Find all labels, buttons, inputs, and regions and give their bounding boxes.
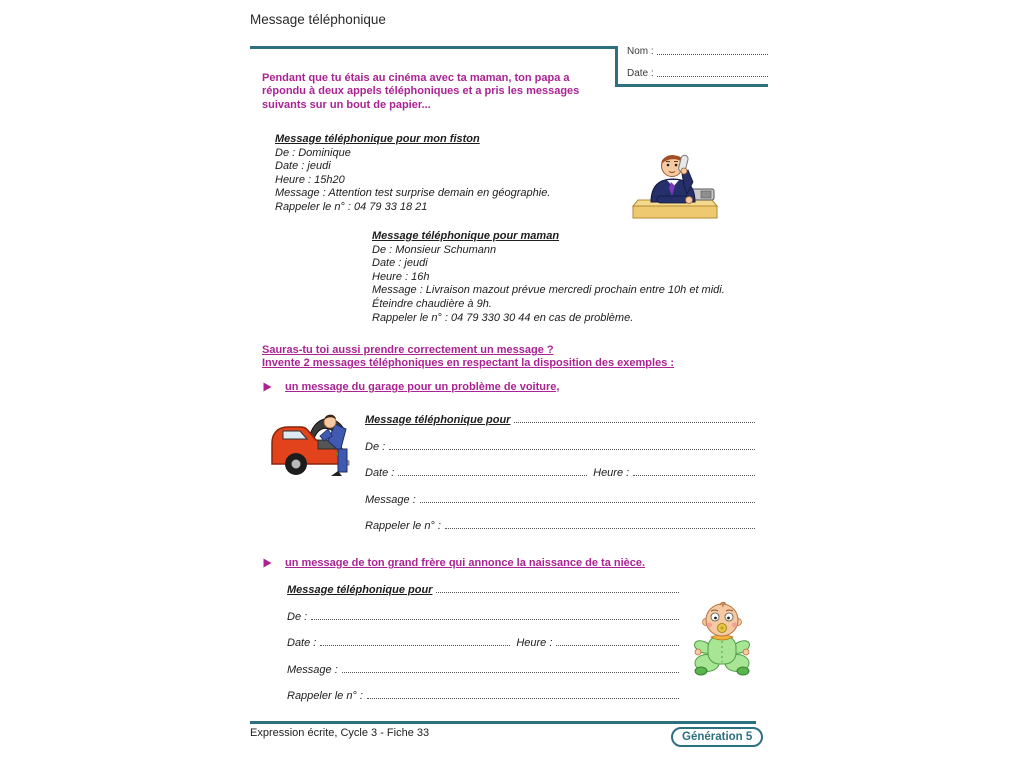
message-line: Rappeler le n° : 04 79 330 30 44 en cas de problème. <box>372 311 634 324</box>
footer-rule <box>250 721 756 724</box>
fill-in-line <box>320 645 510 646</box>
example-message-2 <box>372 230 725 325</box>
message-heading: Message téléphonique pour maman <box>372 230 560 242</box>
form-message-row <box>287 662 679 676</box>
instructions-line-1: Sauras-tu toi aussi prendre correctement un message ? <box>262 344 554 356</box>
form-heading-row <box>365 412 755 426</box>
intro-line: Pendant que tu étais au cinéma avec ta maman, ton papa a <box>262 72 570 84</box>
nom-label: Nom : <box>627 46 654 57</box>
message-line: Message : Attention test surprise demain en géographie. <box>275 187 551 200</box>
form-rappeler-row <box>365 518 755 532</box>
message-label: Message : <box>287 663 338 676</box>
example-message-1 <box>275 133 550 215</box>
message-line: Heure : 15h20 <box>275 173 345 186</box>
heure-label: Heure : <box>593 467 630 479</box>
task-item-1 <box>263 381 559 394</box>
fill-in-line <box>445 528 755 529</box>
task-text: un message de ton grand frère qui annonce la naissance de ta nièce. <box>285 557 646 569</box>
message-form-2 <box>287 582 679 715</box>
date-dotted-line <box>657 76 768 77</box>
publisher-badge: Génération 5 <box>671 727 763 747</box>
form-heading: Message téléphonique pour <box>365 414 511 426</box>
rappeler-label: Rappeler le n° : <box>365 520 441 532</box>
name-box-left-border <box>615 46 618 87</box>
message-line: Date : jeudi <box>372 257 428 270</box>
baby-illustration <box>692 600 752 678</box>
form-message-row <box>365 492 755 506</box>
message-line: De : Dominique <box>275 146 351 159</box>
fill-in-line <box>436 592 679 593</box>
task-text: un message du garage pour un problème de voiture, <box>285 381 560 393</box>
message-form-1 <box>365 412 755 545</box>
fill-in-line <box>389 449 755 450</box>
fill-in-line <box>514 422 755 423</box>
message-line: Heure : 16h <box>372 270 430 283</box>
name-date-box <box>627 45 768 89</box>
fill-in-line <box>633 475 755 476</box>
form-heading-row <box>287 582 679 596</box>
form-de-row <box>287 609 679 623</box>
fill-in-line <box>556 645 679 646</box>
heure-label: Heure : <box>516 637 553 649</box>
instructions-line-2: Invente 2 messages téléphoniques en respectant la disposition des exemples : <box>262 357 675 370</box>
message-line: Message : Livraison mazout prévue mercredi prochain entre 10h et midi. <box>372 284 725 297</box>
date-field <box>627 67 768 79</box>
form-date-heure-row <box>365 465 755 479</box>
fill-in-line <box>398 475 587 476</box>
arrow-bullet-icon <box>263 382 272 392</box>
nom-field <box>627 45 768 57</box>
message-line: De : Monsieur Schumann <box>372 243 497 256</box>
form-rappeler-row <box>287 688 679 702</box>
date-label: Date : <box>365 467 395 479</box>
fill-in-line <box>311 619 679 620</box>
header-rule <box>250 46 618 49</box>
arrow-bullet-icon <box>263 558 272 568</box>
footer-reference: Expression écrite, Cycle 3 - Fiche 33 <box>250 727 430 739</box>
task-item-2 <box>263 557 645 570</box>
fill-in-line <box>420 502 755 503</box>
rappeler-label: Rappeler le n° : <box>287 690 363 702</box>
fill-in-line <box>367 698 679 699</box>
intro-line: suivants sur un bout de papier... <box>262 98 431 111</box>
message-line: Date : jeudi <box>275 160 331 173</box>
date-label: Date : <box>627 68 654 79</box>
intro-line: répondu à deux appels téléphoniques et a pris les messages <box>262 85 580 98</box>
nom-dotted-line <box>657 54 768 55</box>
date-label: Date : <box>287 637 317 649</box>
instructions <box>262 344 674 371</box>
form-date-heure-row <box>287 635 679 649</box>
de-label: De : <box>287 610 308 623</box>
intro-paragraph <box>262 72 579 112</box>
message-line: Rappeler le n° : 04 79 33 18 21 <box>275 200 428 213</box>
car-mechanic-illustration <box>268 407 360 479</box>
message-label: Message : <box>365 493 416 506</box>
form-heading: Message téléphonique pour <box>287 584 433 596</box>
form-de-row <box>365 439 755 453</box>
fill-in-line <box>342 672 679 673</box>
man-on-phone-illustration <box>627 150 723 222</box>
de-label: De : <box>365 440 386 453</box>
message-heading: Message téléphonique pour mon fiston <box>275 133 480 145</box>
message-line: Éteindre chaudière à 9h. <box>372 297 492 310</box>
page-title: Message téléphonique <box>250 12 386 27</box>
